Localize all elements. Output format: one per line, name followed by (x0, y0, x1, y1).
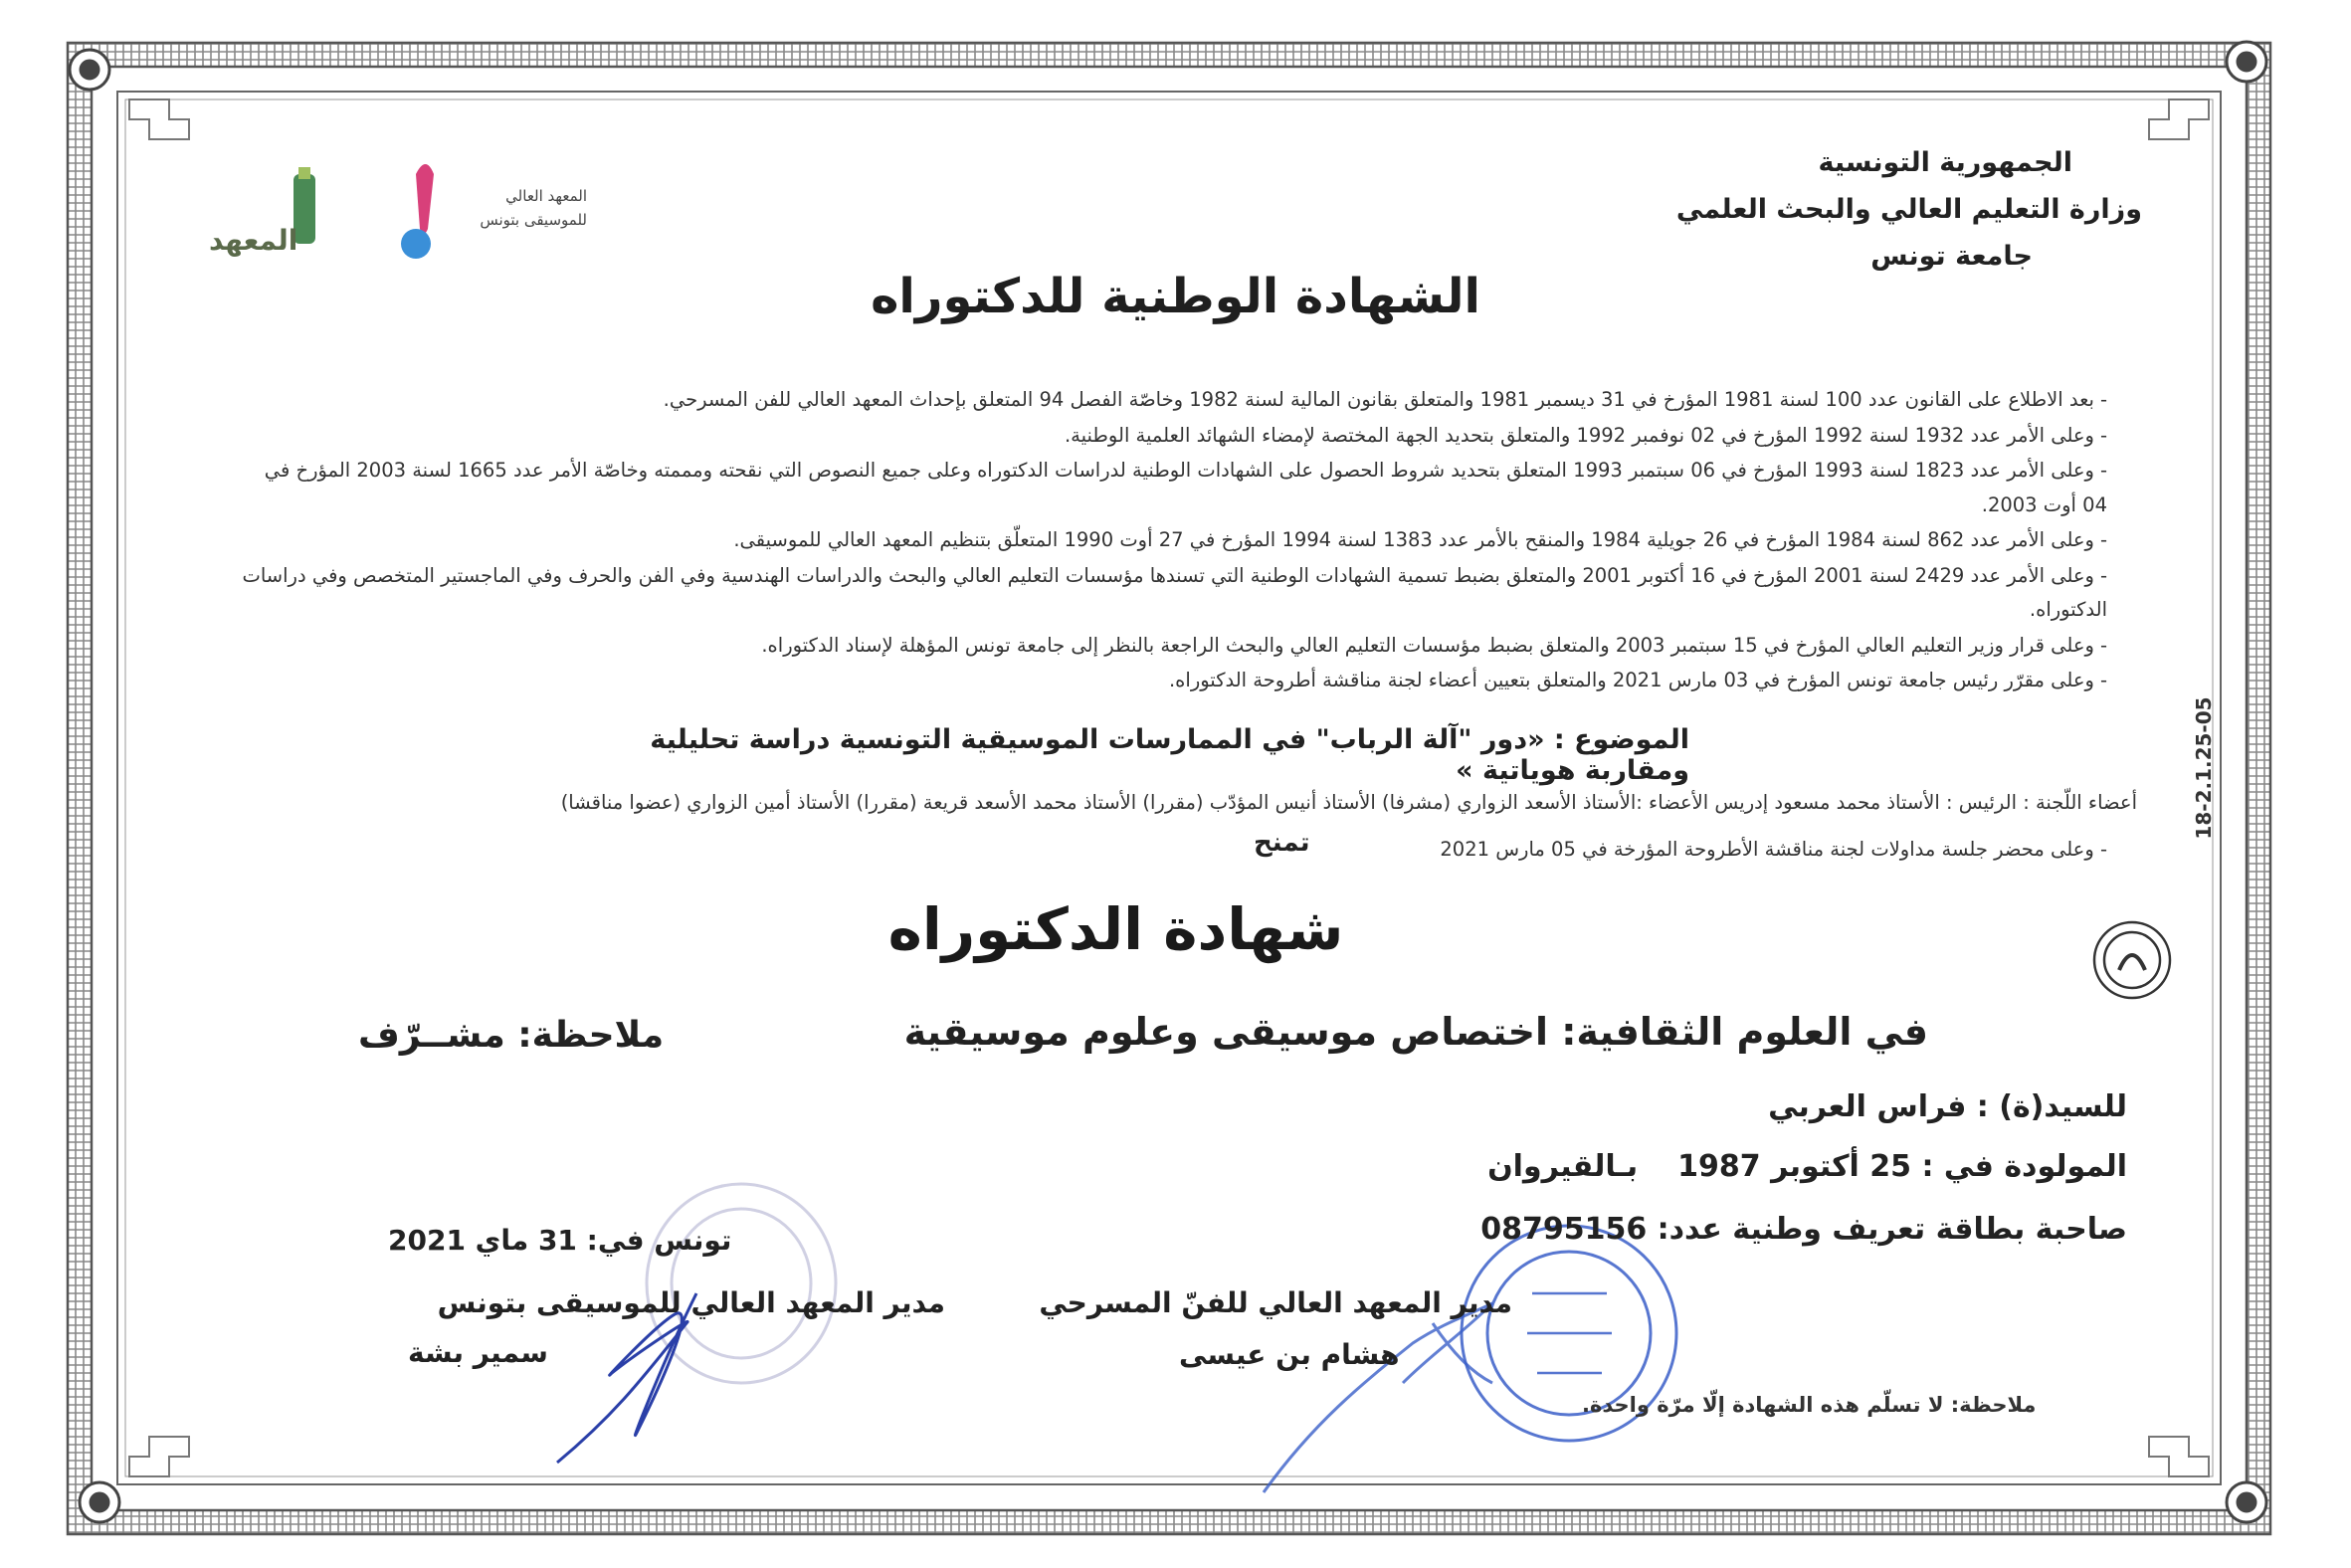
clause-4: -وعلى الأمر عدد 862 لسنة 1984 المؤرخ في 26 جويلية 1984 والمنقح بالأمر عدد 1383 لسنة 1994 المؤرخ في 27 أوت 1990 المتعلّق بتنظيم المعهد العالي للموسيقى. (733, 528, 2107, 551)
clause-1: -بعد الاطلاع على القانون عدد 100 لسنة 1981 المؤرخ في 31 ديسمبر 1981 والمتعلق بقانون المالية لسنة 1982 وخاصّة الفصل 94 المتعلق بإحداث المعهد العالي للفن المسرحي. (663, 388, 2107, 411)
institute-logo-line-1: المعهد العالي (505, 187, 587, 205)
corner-ornament-bottom-left (80, 1482, 119, 1522)
institute-logo-line-2: للموسيقى بتونس (480, 211, 587, 229)
grade-note: ملاحظة: مشــرّف (358, 1015, 665, 1056)
republic-label: الجمهورية التونسية (1818, 147, 2072, 178)
clause-3: -وعلى الأمر عدد 1823 لسنة 1993 المؤرخ في 06 سبتمبر 1993 المتعلق بتحديد شروط الحصول على الشهادات الوطنية لدراسات الدكتوراه وعلى جميع النصوص التي نقحته ومممته وخاصّة الأمر عدد 1665 لسنة 2003 المؤرخ في 04 أوت 2003. (264, 459, 2107, 516)
side-reference-code: 18-2.1.25-05 (2192, 696, 2216, 840)
corner-ornament-top-left (70, 50, 109, 90)
legal-clauses (237, 383, 2107, 699)
recipient-name: للسيد(ة) : فراس العربي (1768, 1089, 2127, 1124)
university-label: جامعة تونس (1870, 241, 2033, 272)
certificate-title: الشهادة الوطنية للدكتوراه (871, 269, 1480, 324)
specialty-field: في العلوم الثقافية: اختصاص موسيقى وعلوم موسيقية (903, 1010, 1928, 1054)
clause-2: -وعلى الأمر عدد 1932 لسنة 1992 المؤرخ في 02 نوفمبر 1992 والمتعلق بتحديد الجهة المختصة لإمضاء الشهائد العلمية الوطنية. (1064, 423, 2107, 447)
left-stamp-icon (647, 1184, 836, 1383)
music-director-name: سمير بشة (408, 1336, 548, 1369)
clause-7: -وعلى مقرّر رئيس جامعة تونس المؤرخ في 03 مارس 2021 والمتعلق بتعيين أعضاء لجنة مناقشة أطروحة الدكتوراه. (1168, 669, 2107, 691)
ministry-label: وزارة التعليم العالي والبحث العلمي (1675, 194, 2142, 225)
corner-ornament-top-right (2227, 42, 2266, 82)
theatre-director-name: هشام بن عيسى (1179, 1338, 1400, 1371)
clause-5: -وعلى الأمر عدد 2429 لسنة 2001 المؤرخ في 16 أكتوبر 2001 والمتعلق بضبط تسمية الشهادات الوطنية التي تسندها مؤسسات التعليم العالي والبحث والدراسات الهندسية وفي الفن والحرف وفي الماجستير المتخصص وفي دراسات الدكتوراه. (242, 563, 2107, 621)
recipient-birth (1232, 1149, 2127, 1184)
grant-word: تمنح (1254, 828, 1310, 858)
degree-title: شهادة الدكتوراه (887, 895, 1344, 963)
clause-6: -وعلى قرار وزير التعليم العالي المؤرخ في 15 سبتمبر 2003 والمتعلق بضبط مؤسسات التعليم العالي والبحث الراجعة بالنظر إلى جامعة تونس المؤهلة لإسناد الدكتوراه. (761, 633, 2107, 657)
ministry-header (1625, 139, 2142, 280)
music-institute-logo (393, 159, 612, 269)
right-signature-icon (1264, 1303, 1492, 1492)
deliberation-minutes: - وعلى محضر جلسة مداولات لجنة مناقشة الأطروحة المؤرخة في 05 مارس 2021 (1440, 838, 2107, 861)
issue-city-date: تونس في: 31 ماي 2021 (388, 1224, 732, 1257)
birth-date: المولودة في : 25 أكتوبر 1987 (1677, 1149, 2127, 1184)
music-director-title: مدير المعهد العالي للموسيقى بتونس (437, 1286, 945, 1319)
recipient-id: صاحبة بطاقة تعريف وطنية عدد: 08795156 (1480, 1212, 2127, 1247)
theatre-logo-text: المعهد (209, 224, 298, 257)
theatre-director-title: مدير المعهد العالي للفنّ المسرحي (1039, 1286, 1512, 1319)
thesis-subject: الموضوع : «دور "آلة الرباب" في الممارسات الموسيقية التونسية دراسة تحليلية ومقاربة هوياتية » (650, 724, 1689, 786)
single-issue-note: ملاحظة: لا تسلّم هذه الشهادة إلّا مرّة واحدة. (1582, 1393, 2037, 1417)
theatre-institute-logo (209, 169, 333, 269)
committee-members: أعضاء اللّجنة : الرئيس : الأستاذ محمد مسعود إدريس الأعضاء :الأستاذ الأسعد الزواري (مشرفا) الأستاذ أنيس المؤدّب (مقررا) الأستاذ محمد الأسعد قريعة (مقررا) الأستاذ أمين الزواري (عضوا مناقشا) (560, 791, 2137, 814)
birth-place: بـالقيروان (1487, 1149, 1639, 1184)
corner-ornament-bottom-right (2227, 1482, 2266, 1522)
